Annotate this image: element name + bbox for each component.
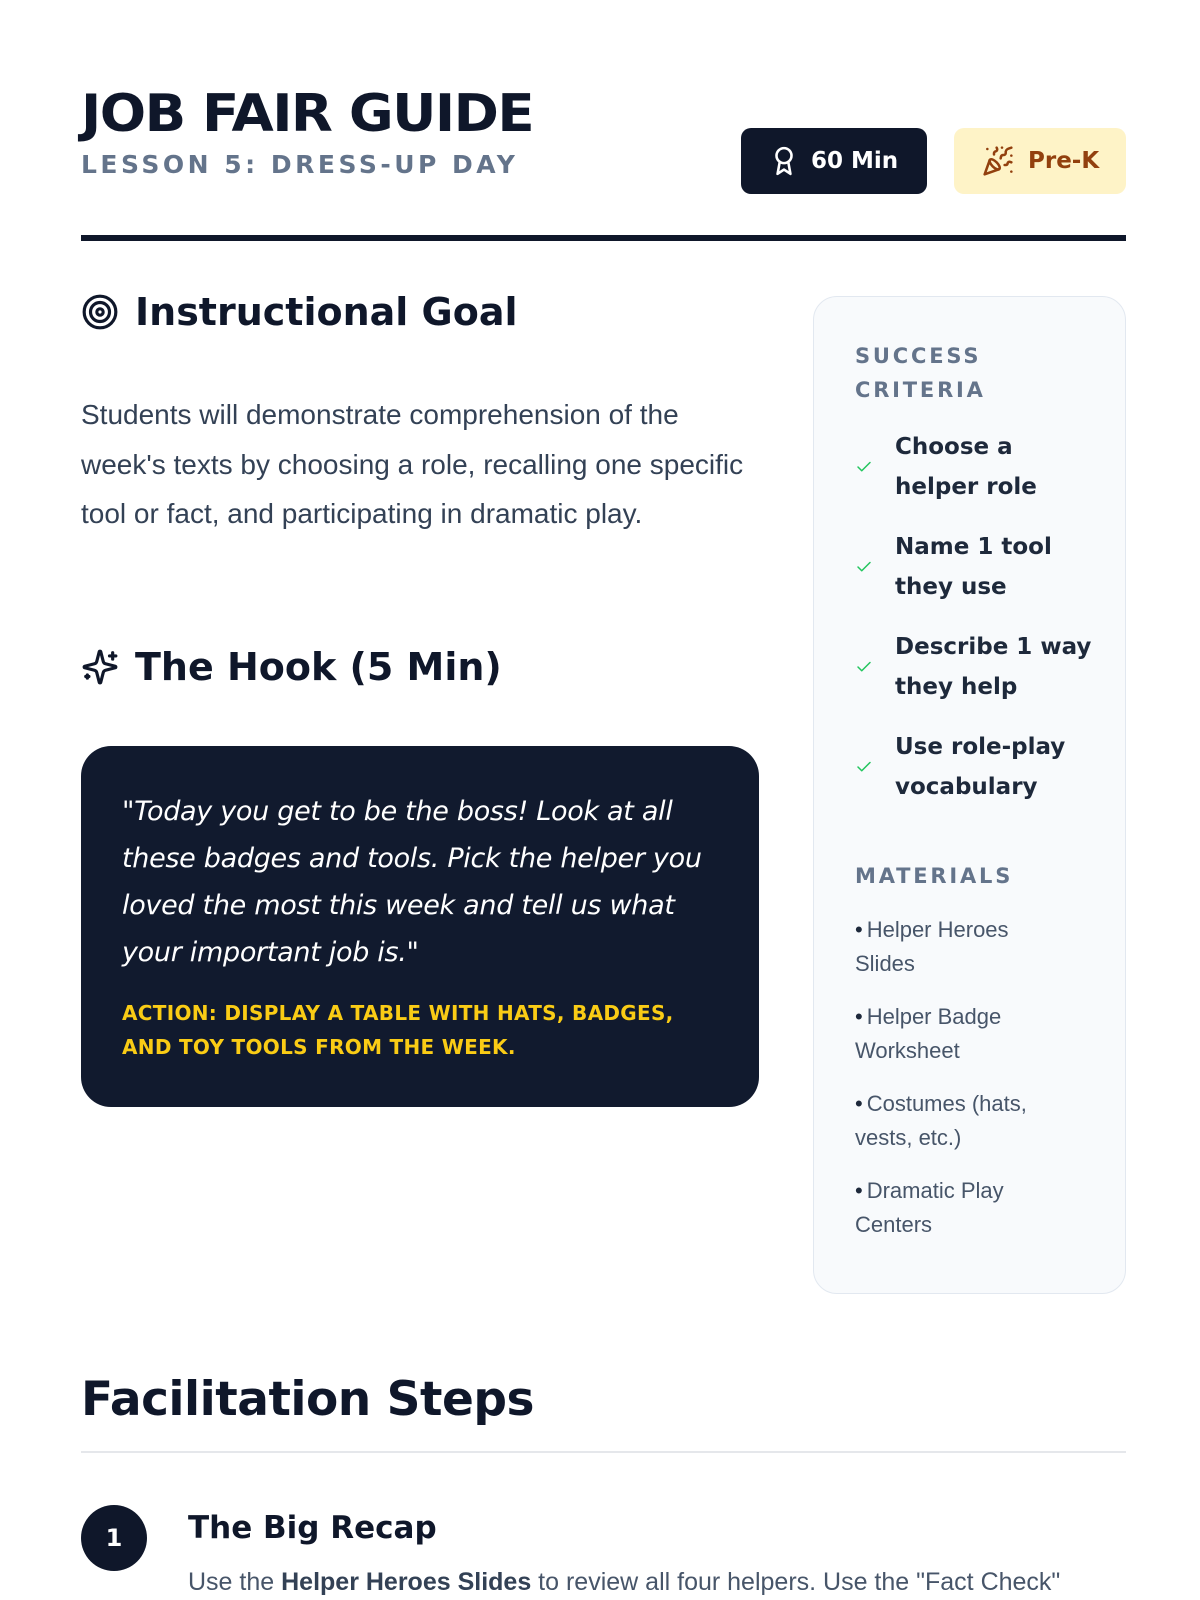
- materials-heading: MATERIALS: [855, 864, 1014, 888]
- step-desc-start: Use the: [188, 1568, 282, 1596]
- check-icon: [855, 758, 895, 776]
- criteria-item: [855, 427, 1105, 507]
- materials-item: [855, 1087, 1075, 1155]
- sidebar-panel: [813, 296, 1126, 1294]
- criteria-label: Describe 1 way they help: [895, 634, 1092, 700]
- step-number-badge: 1: [81, 1505, 147, 1571]
- bullet-icon: •: [855, 1004, 863, 1029]
- criteria-label: Use role-play vocabulary: [895, 734, 1066, 800]
- duration-badge: [741, 128, 927, 194]
- grade-badge-label: Pre-K: [1028, 148, 1100, 174]
- hook-heading-label: The Hook (5 Min): [135, 645, 502, 689]
- bullet-icon: •: [855, 1178, 863, 1203]
- goal-text: Students will demonstrate comprehension of the week's texts by choosing a role, recalling one specific tool or fact, and participating in dramatic play.: [81, 399, 744, 529]
- step-desc-material-link: Helper Heroes Slides: [281, 1568, 532, 1596]
- bullet-icon: •: [855, 917, 863, 942]
- sparkles-icon: [81, 648, 119, 686]
- steps-heading: Facilitation Steps: [81, 1372, 534, 1427]
- lesson-subtitle: LESSON 5: DRESS-UP DAY: [81, 150, 519, 179]
- party-popper-icon: [982, 145, 1014, 177]
- award-ribbon-icon: [771, 146, 797, 176]
- hook-quote: "Today you get to be the boss! Look at all these badges and tools. Pick the helper you loved the most this week and tell us what your important job is.": [122, 796, 702, 968]
- goal-heading: [81, 290, 518, 334]
- criteria-label: Name 1 tool they use: [895, 534, 1052, 600]
- bullet-icon: •: [855, 1091, 863, 1116]
- materials-label: Costumes (hats, vests, etc.): [855, 1091, 1027, 1150]
- hook-action: ACTION: DISPLAY A TABLE WITH HATS, BADGES, AND TOY TOOLS FROM THE WEEK.: [122, 1001, 674, 1059]
- target-icon: [81, 293, 119, 331]
- check-icon: [855, 658, 895, 676]
- page-title: JOB FAIR GUIDE: [81, 84, 534, 144]
- criteria-heading: SUCCESS CRITERIA: [855, 344, 986, 402]
- criteria-item: [855, 727, 1105, 807]
- criteria-item: [855, 627, 1105, 707]
- materials-label: Helper Heroes Slides: [855, 917, 1009, 976]
- materials-label: Helper Badge Worksheet: [855, 1004, 1002, 1063]
- materials-item: [855, 1174, 1055, 1242]
- materials-item: [855, 913, 1055, 981]
- hook-heading: [81, 645, 502, 689]
- check-icon: [855, 558, 895, 576]
- step-desc-end: to review all four helpers. Use the "Fact Check": [531, 1568, 1061, 1596]
- check-icon: [855, 458, 895, 476]
- materials-label: Dramatic Play Centers: [855, 1178, 1004, 1237]
- goal-heading-label: Instructional Goal: [135, 290, 518, 334]
- hook-card: [81, 746, 759, 1107]
- page-header: [81, 82, 1126, 242]
- header-divider: [81, 235, 1126, 241]
- duration-badge-label: 60 Min: [811, 148, 899, 174]
- criteria-item: [855, 527, 1105, 607]
- step-description: [188, 1568, 1138, 1597]
- criteria-label: Choose a helper role: [895, 434, 1037, 500]
- materials-list: [855, 913, 1105, 1242]
- materials-item: [855, 1000, 1055, 1068]
- criteria-list: [855, 427, 1105, 807]
- step-title: The Big Recap: [188, 1510, 437, 1546]
- steps-divider: [81, 1451, 1126, 1453]
- grade-badge: [954, 128, 1126, 194]
